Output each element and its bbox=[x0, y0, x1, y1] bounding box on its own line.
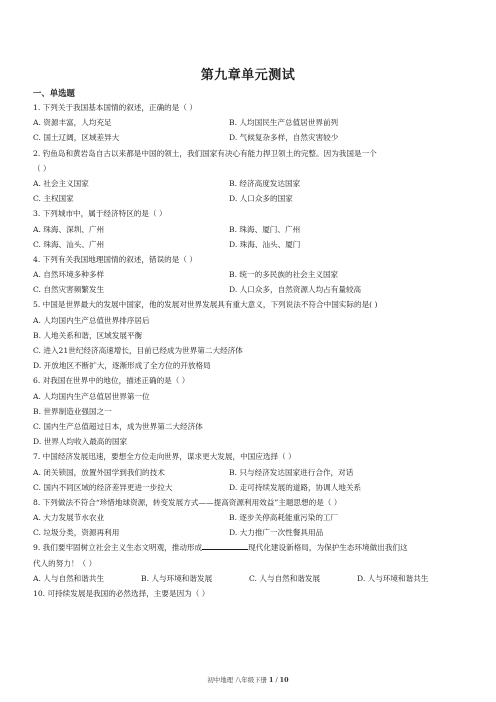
option-a: A. 人均国内生产总值居世界第一位 bbox=[33, 391, 150, 401]
question-4 bbox=[33, 252, 465, 298]
option-a: A. 大力发展节水农业 bbox=[33, 513, 105, 523]
question-list bbox=[33, 100, 465, 601]
option-c: C. 进入21世纪经济高速增长，目前已经成为世界第二大经济体 bbox=[33, 346, 243, 355]
option-a: A. 社会主义国家 bbox=[33, 178, 89, 188]
option-a: A. 珠海、深圳、广州 bbox=[33, 224, 105, 234]
footer-page-total: 10 bbox=[279, 676, 289, 684]
footer-separator: / bbox=[273, 676, 280, 684]
footer-page-number: 1 bbox=[269, 676, 274, 684]
option-a: A. 闭关锁国，放置外国学到我们的技术 bbox=[33, 467, 165, 477]
option-d: D. 珠海、汕头、厦门 bbox=[229, 239, 301, 249]
option-b: B. 人均国民生产总值居世界前列 bbox=[229, 118, 339, 128]
question-stem: 8. 下列做法不符合“珍惜地球资源，转变发展方式——提高资源利用效益”主题思想的是（ ） bbox=[33, 497, 342, 507]
option-c: C. 人与自然和谐发展 bbox=[249, 573, 321, 583]
question-stem: 3. 下列城市中，属于经济特区的是（ ） bbox=[33, 209, 167, 219]
question-stem-part-1: 9. 我们要牢固树立社会主义生态文明观，推动形成 bbox=[33, 543, 203, 553]
option-d: D. 开放地区不断扩大，逐渐形成了全方位的开放格局 bbox=[33, 361, 211, 371]
question-3 bbox=[33, 206, 465, 252]
option-d: D. 世界人均收入最高的国家 bbox=[33, 437, 128, 447]
question-stem: 6. 对我国在世界中的地位，描述正确的是（ ） bbox=[33, 376, 190, 386]
option-d: D. 人口众多的国家 bbox=[229, 194, 293, 204]
question-stem bbox=[33, 540, 465, 555]
option-c: C. 主权国家 bbox=[33, 194, 74, 204]
option-b: B. 只与经济发达国家进行合作，对话 bbox=[229, 467, 354, 477]
option-b: B. 人与环境和谐发展 bbox=[141, 573, 213, 583]
option-d: D. 大力推广一次性餐具用品 bbox=[229, 528, 324, 538]
option-d: D. 人与环境和谐共生 bbox=[357, 573, 429, 583]
option-c: C. 国内生产总值超过日本，成为世界第二大经济体 bbox=[33, 421, 203, 431]
option-a: A. 资源丰富，人均充足 bbox=[33, 118, 112, 128]
section-heading: 一、单选题 bbox=[33, 88, 75, 98]
question-2 bbox=[33, 146, 465, 207]
footer-course: 初中地理 八年级下册 bbox=[207, 676, 269, 684]
option-c: C. 珠海、汕头、广州 bbox=[33, 239, 105, 249]
question-stem: 10. 可持续发展是我国的必然选择，主要是因为（ ） bbox=[33, 589, 210, 598]
question-10 bbox=[33, 586, 465, 601]
question-stem-part-2: 现代化建设新格局，为保护生态环境做出我们这 bbox=[248, 543, 408, 553]
option-c: C. 国土辽阔，区域差异大 bbox=[33, 133, 120, 143]
question-stem-continued: （ ） bbox=[33, 163, 51, 173]
question-stem: 5. 中国是世界最大的发展中国家，他的发展对世界发展具有重大意义，下列说法不符合中国实际的是( ) bbox=[33, 300, 378, 310]
question-9 bbox=[33, 540, 465, 586]
option-c: C. 垃圾分类，资源再利用 bbox=[33, 528, 120, 538]
option-b: B. 世界制造业强国之一 bbox=[33, 406, 112, 416]
option-b: B. 珠海、厦门、广州 bbox=[229, 224, 301, 234]
option-b: B. 经济高度发达国家 bbox=[229, 178, 301, 188]
question-stem: 1. 下列关于我国基本国情的叙述，正确的是（ ） bbox=[33, 103, 197, 112]
fill-in-blank bbox=[202, 541, 248, 550]
option-a: A. 自然环境多种多样 bbox=[33, 270, 105, 280]
question-stem-continued: 代人的努力！（ ） bbox=[33, 558, 97, 568]
option-a: A. 人均国内生产总值世界排序居后 bbox=[33, 315, 150, 325]
option-b: B. 逐步关停高耗能重污染的工厂 bbox=[229, 513, 339, 523]
option-d: D. 气候复杂多样，自然灾害较少 bbox=[229, 133, 339, 143]
question-1 bbox=[33, 100, 465, 146]
question-stem: 7. 中国经济发展迅速，要想全方位走向世界，谋求更大发展，中国应选择（ ） bbox=[33, 452, 296, 462]
option-d: D. 人口众多，自然资源人均占有量较高 bbox=[229, 285, 362, 295]
page-title: 第九章单元测试 bbox=[200, 68, 296, 83]
option-d: D. 走可持续发展的道路，协调人地关系 bbox=[229, 482, 362, 492]
question-8 bbox=[33, 495, 465, 541]
question-stem: 2. 钓鱼岛和黄岩岛自古以来都是中国的领土，我们国家有决心有能力捍卫领土的完整。因为我国是一个 bbox=[33, 148, 377, 158]
question-7 bbox=[33, 449, 465, 495]
page-footer bbox=[0, 675, 496, 684]
question-5 bbox=[33, 297, 465, 373]
option-b: B. 统一的多民族的社会主义国家 bbox=[229, 270, 339, 280]
option-c: C. 国内不同区域的经济差异更进一步拉大 bbox=[33, 482, 173, 492]
question-stem: 4. 下列有关我国地理国情的叙述，错误的是（ ） bbox=[33, 254, 197, 264]
option-a: A. 人与自然和谐共生 bbox=[33, 573, 105, 583]
option-b: B. 人地关系和谐，区域发展平衡 bbox=[33, 330, 143, 340]
option-c: C. 自然灾害频繁发生 bbox=[33, 285, 105, 295]
question-6 bbox=[33, 373, 465, 449]
